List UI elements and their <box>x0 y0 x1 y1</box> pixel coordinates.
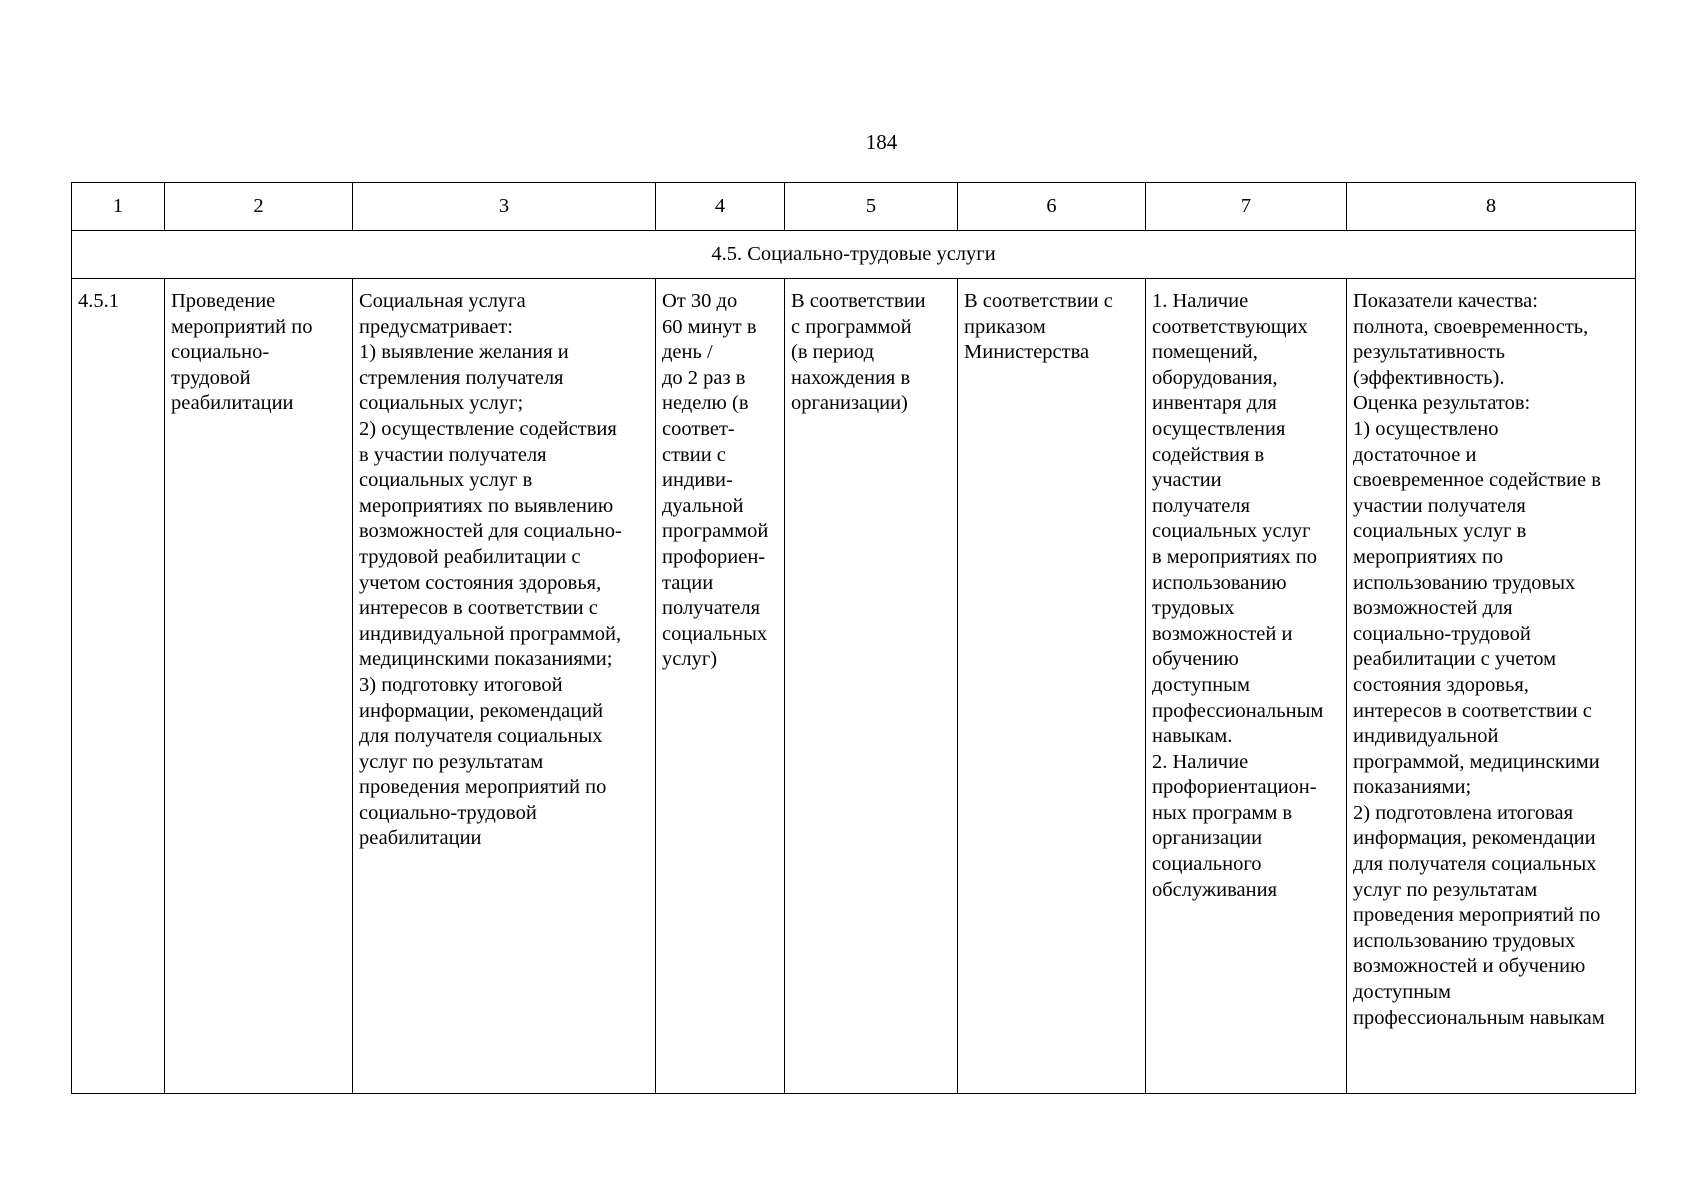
column-number-row <box>72 183 1636 231</box>
service-description-cell: Социальная услуга предусматривает: 1) выявление желания и стремления получателя социальных услуг; 2) осуществление содействия в участии получателя социальных услуг в мероприятиях по выявлению возможностей для социально- трудовой реабилитации с учетом состояния здоровья, интересов в соответствии с индивидуальной программой, медицинскими показаниями; 3) подготовку итоговой информации, рекомендаций для получателя социальных услуг по результатам проведения мероприятий по социально-трудовой реабилитации <box>353 279 656 1094</box>
table-row <box>72 279 1636 1094</box>
column-header: 2 <box>165 183 353 231</box>
section-title: 4.5. Социально-трудовые услуги <box>72 231 1636 279</box>
service-conditions-cell: 1. Наличие соответствующих помещений, оборудования, инвентаря для осуществления содействия в участии получателя социальных услуг в мероприятиях по использованию трудовых возможностей и обучению доступным профессиональным навыкам. 2. Наличие профориентацион- ных программ в организации социального обслуживания <box>1146 279 1347 1094</box>
service-quality-cell: Показатели качества: полнота, своевременность, результативность (эффективность). Оценка результатов: 1) осуществлено достаточное и своевременное содействие в участии получателя социальных услуг в мероприятиях по использованию трудовых возможностей для социально-трудовой реабилитации с учетом состояния здоровья, интересов в соответствии с индивидуальной программой, медицинскими показаниями; 2) подготовлена итоговая информация, рекомендации для получателя социальных услуг по результатам проведения мероприятий по использованию трудовых возможностей и обучению доступным профессиональным навыкам <box>1347 279 1636 1094</box>
service-name-cell: Проведение мероприятий по социально- трудовой реабилитации <box>165 279 353 1094</box>
column-header: 6 <box>958 183 1146 231</box>
column-header: 1 <box>72 183 165 231</box>
section-heading-row <box>72 231 1636 279</box>
service-period-cell: В соответствии с программой (в период нахождения в организации) <box>785 279 958 1094</box>
column-header: 8 <box>1347 183 1636 231</box>
service-duration-cell: От 30 до 60 минут в день / до 2 раз в неделю (в соответ- ствии с индиви- дуальной программой профориен- тации получателя социальных услуг) <box>656 279 785 1094</box>
column-header: 5 <box>785 183 958 231</box>
column-header: 7 <box>1146 183 1347 231</box>
service-number-cell: 4.5.1 <box>72 279 165 1094</box>
column-header: 4 <box>656 183 785 231</box>
page-number: 184 <box>865 130 898 154</box>
column-header: 3 <box>353 183 656 231</box>
services-table <box>71 182 1636 1094</box>
service-regulation-cell: В соответствии с приказом Министерства <box>958 279 1146 1094</box>
